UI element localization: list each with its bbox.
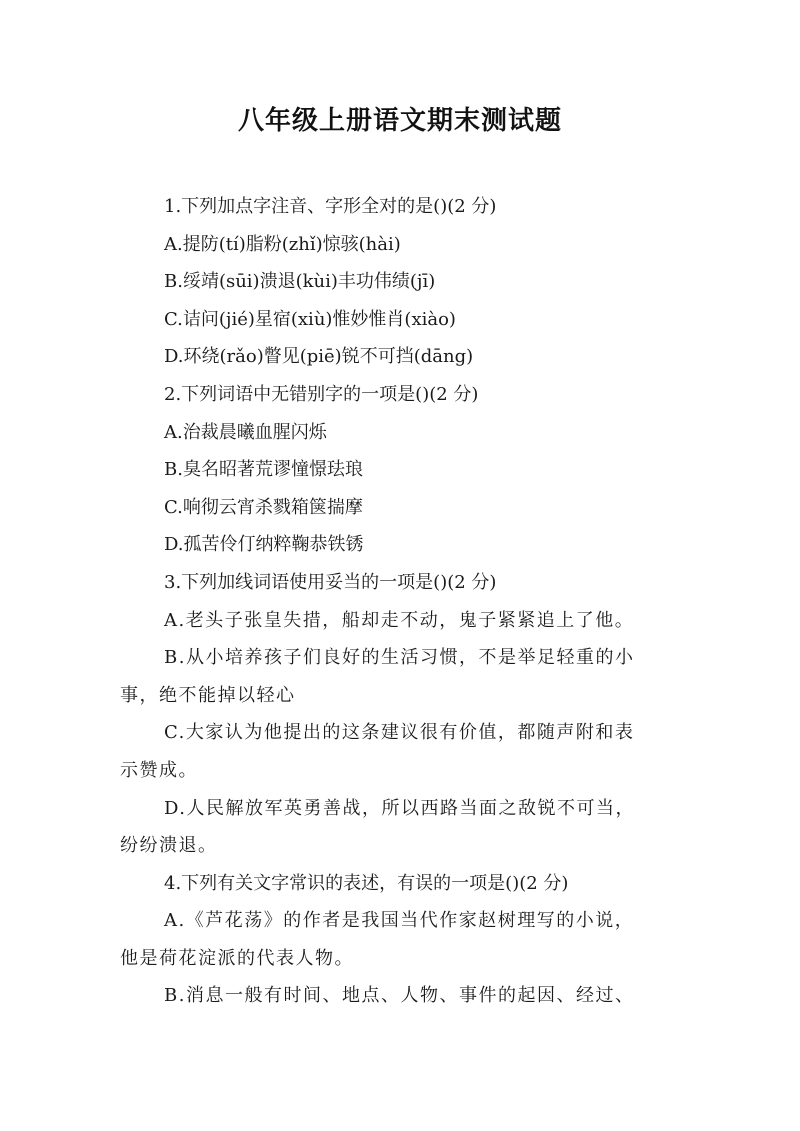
question-line: 2.下列词语中无错别字的一项是()(2 分) [164,383,479,405]
option-line: B.从小培养孩子们良好的生活习惯，不是举足轻重的小 [164,647,635,669]
question-line: 3.下列加线词语使用妥当的一项是()(2 分) [164,571,497,593]
continuation-line: 纷纷溃退。 [120,835,218,857]
option-line: A.提防(tí)脂粉(zhǐ)惊骇(hài) [164,233,401,255]
option-line: A.《芦花荡》的作者是我国当代作家赵树理写的小说， [164,910,635,932]
option-line: B.绥靖(sūi)溃退(kùi)丰功伟绩(jī) [164,271,436,293]
continuation-line: 事，绝不能掉以轻心 [120,684,296,706]
option-line: D.孤苦伶仃纳粹鞠恭铁锈 [164,534,364,556]
option-line: C.大家认为他提出的这条建议很有价值，都随声附和表 [164,722,635,744]
question-line: 4.下列有关文字常识的表述，有误的一项是()(2 分) [164,872,569,894]
document-body [120,188,692,1015]
option-line: A.老头子张皇失措，船却走不动，鬼子紧紧追上了他。 [164,609,635,631]
option-line: D.人民解放军英勇善战，所以西路当面之敌锐不可当， [164,797,636,819]
page-title: 八年级上册语文期末测试题 [237,106,562,136]
continuation-line: 示赞成。 [120,759,198,781]
question-line: 1.下列加点字注音、字形全对的是()(2 分) [164,196,497,217]
option-line: C.响彻云宵杀戮箱箧揣摩 [164,496,363,518]
option-line: A.治裁晨曦血腥闪烁 [164,421,327,443]
option-line: D.环绕(rǎo)瞥见(piē)锐不可挡(dāng) [164,346,474,368]
continuation-line: 他是荷花淀派的代表人物。 [120,947,354,969]
option-line: C.诘问(jié)星宿(xiù)惟妙惟肖(xiào) [164,308,456,330]
option-line: B.消息一般有时间、地点、人物、事件的起因、经过、 [164,985,635,1007]
option-line: B.臭名昭著荒谬憧憬珐琅 [164,459,363,481]
